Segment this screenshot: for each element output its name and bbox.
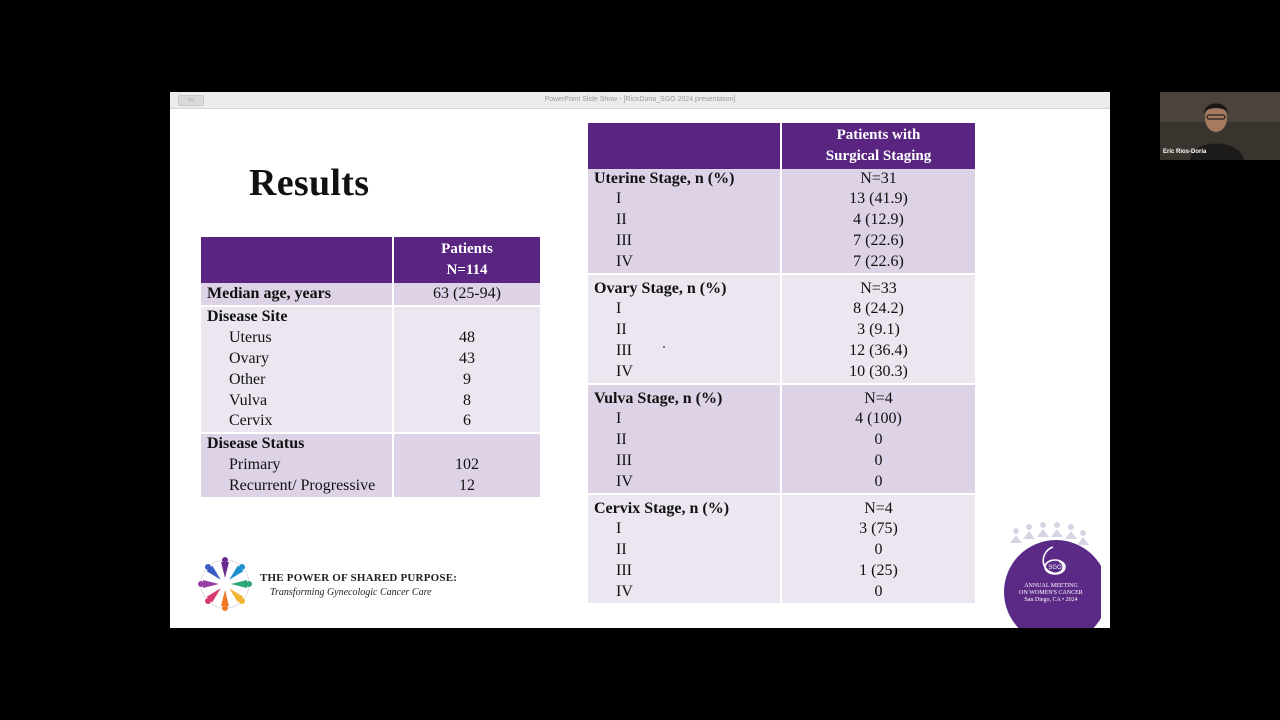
slideshow-window	[170, 92, 1110, 628]
stage-label: IV	[616, 472, 633, 490]
site-value: 9	[463, 370, 471, 388]
group-n: N=4	[864, 499, 893, 517]
conference-logo	[198, 557, 498, 612]
stage-label: II	[616, 541, 627, 559]
table-row-cervix	[588, 494, 975, 603]
stage-label: IV	[616, 252, 633, 270]
stage-label: II	[616, 321, 627, 339]
sgo-annual-meeting-badge	[1001, 517, 1101, 628]
table-row	[201, 433, 540, 496]
stage-label: IV	[616, 582, 633, 600]
status-value: 12	[459, 476, 475, 494]
stage-label: I	[616, 300, 622, 318]
stage-value: 0	[874, 431, 883, 449]
stage-value: 0	[874, 541, 883, 559]
site-label: Ovary	[229, 349, 269, 367]
table-header-row	[588, 123, 975, 169]
group-label: Cervix Stage, n (%)	[594, 499, 730, 517]
demographics-table	[201, 237, 540, 497]
stage-value: 10 (30.3)	[849, 362, 908, 380]
table-row-ovary	[588, 274, 975, 384]
table-row-vulva	[588, 384, 975, 494]
slide-title: Results	[249, 162, 370, 204]
stage-value: 13 (41.9)	[849, 190, 908, 208]
group-label: Ovary Stage, n (%)	[594, 279, 727, 297]
logo-tagline: THE POWER OF SHARED PURPOSE:	[260, 572, 458, 584]
stage-label: IV	[616, 362, 633, 380]
stage-value: 3 (75)	[859, 520, 898, 538]
status-label: Recurrent/ Progressive	[229, 476, 376, 494]
stage-label: I	[616, 520, 622, 538]
group-label: Uterine Stage, n (%)	[594, 169, 735, 187]
group-n: N=33	[860, 279, 897, 297]
site-value: 43	[459, 349, 475, 367]
stage-label: III	[616, 341, 632, 359]
table-row-uterine	[588, 169, 975, 274]
stage-value: 7 (22.6)	[853, 231, 904, 249]
stage-label: I	[616, 190, 622, 208]
disease-status-label: Disease Status	[207, 435, 305, 453]
site-label: Uterus	[229, 329, 272, 347]
table-header-row	[201, 237, 540, 283]
site-value: 48	[459, 329, 475, 347]
stage-value: 12 (36.4)	[849, 341, 908, 359]
window-control-button[interactable]: ▭	[178, 95, 204, 106]
stage-label: III	[616, 561, 632, 579]
site-label: Cervix	[229, 412, 273, 430]
disease-site-label: Disease Site	[207, 308, 288, 326]
surgical-staging-table	[588, 123, 975, 603]
window-titlebar	[170, 92, 1110, 109]
stage-label: III	[616, 231, 632, 249]
window-title: PowerPoint Slide Show - [RiosDoria_SGO 2024 presentation]	[544, 96, 736, 103]
stage-value: 4 (12.9)	[853, 211, 904, 229]
logo-subtagline: Transforming Gynecologic Cancer Care	[270, 587, 432, 598]
sgo-mark: SGO	[1048, 565, 1062, 571]
stage-value: 4 (100)	[855, 410, 902, 428]
group-n: N=4	[864, 389, 893, 407]
site-label: Other	[229, 370, 266, 388]
median-age-label: Median age, years	[201, 283, 393, 307]
sgo-emblem-icon	[1001, 517, 1101, 628]
table-header-blank	[588, 123, 781, 169]
site-label: Vulva	[229, 391, 268, 409]
median-age-value: 63 (25-94)	[393, 283, 540, 307]
group-n: N=31	[860, 169, 897, 187]
stage-value: 0	[874, 451, 883, 469]
stage-label: III	[616, 451, 632, 469]
status-value: 102	[455, 455, 479, 473]
table-header-surgical-staging: Patients with Surgical Staging	[781, 123, 975, 169]
presentation-slide	[178, 109, 1101, 628]
mouse-cursor-icon	[663, 346, 665, 348]
stage-value: 0	[874, 472, 883, 490]
participant-video-tile[interactable]	[1160, 92, 1280, 160]
stage-value: 3 (9.1)	[857, 321, 900, 339]
stage-value: 7 (22.6)	[853, 252, 904, 270]
stage-value: 1 (25)	[859, 561, 898, 579]
table-header-patients: Patients N=114	[393, 237, 540, 283]
stage-label: I	[616, 410, 622, 428]
stage-label: II	[616, 211, 627, 229]
site-value: 6	[463, 412, 471, 430]
participant-name: Eric Rios-Doria	[1163, 149, 1207, 155]
table-header-blank	[201, 237, 393, 283]
people-circle-icon	[198, 557, 252, 611]
stage-value: 8 (24.2)	[853, 300, 904, 318]
status-label: Primary	[229, 455, 281, 473]
table-row	[201, 283, 540, 307]
site-value: 8	[463, 391, 471, 409]
stage-label: II	[616, 431, 627, 449]
sgo-meeting-text: ANNUAL MEETING ON WOMEN'S CANCER San Diego, CA • 2024	[1019, 583, 1083, 603]
stage-value: 0	[874, 582, 883, 600]
table-row	[201, 306, 540, 433]
group-label: Vulva Stage, n (%)	[594, 389, 723, 407]
